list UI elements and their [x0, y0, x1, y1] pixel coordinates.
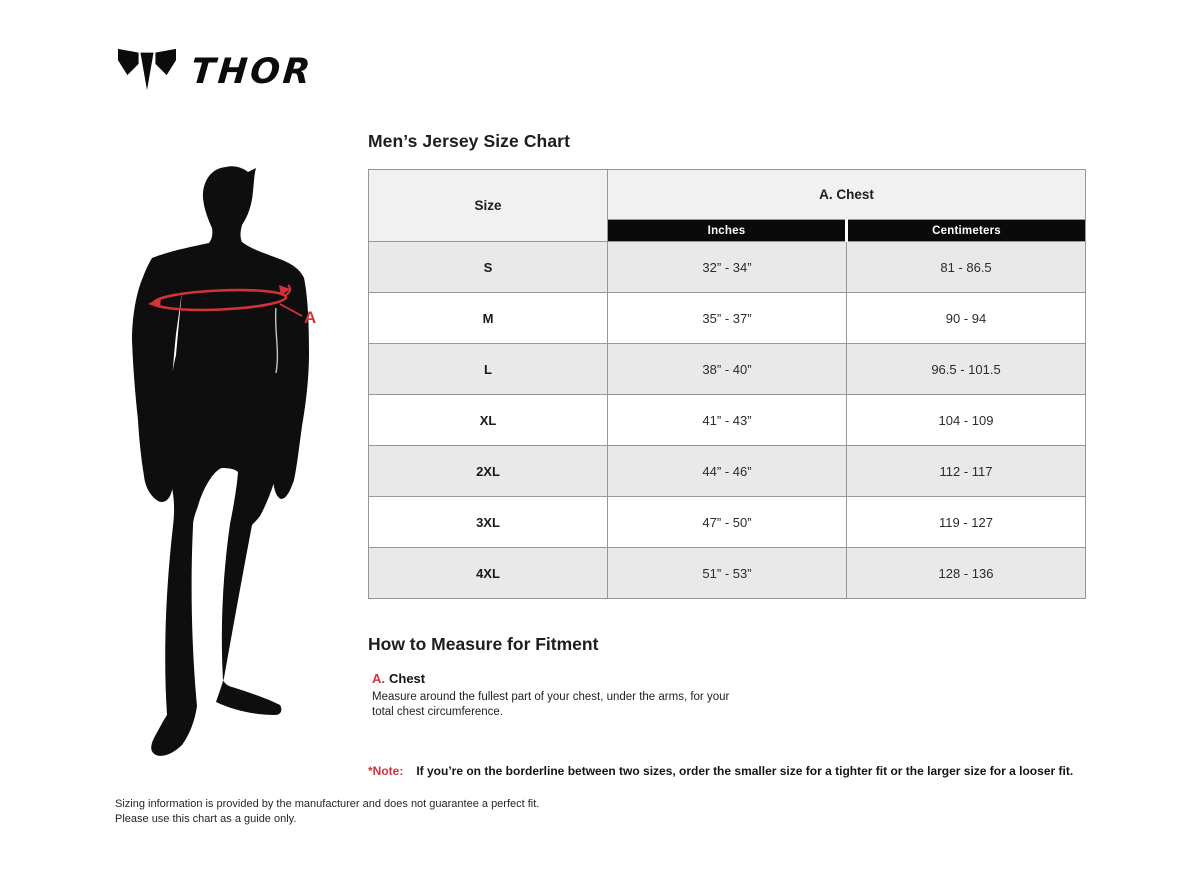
centimeters-cell: 90 - 94: [847, 293, 1086, 344]
measure-item-key: A.: [372, 671, 385, 686]
centimeters-cell: 119 - 127: [847, 497, 1086, 548]
centimeters-cell: 104 - 109: [847, 395, 1086, 446]
measure-item-description: Measure around the fullest part of your chest, under the arms, for your total chest circumference.: [372, 691, 730, 718]
inches-cell: 41” - 43”: [608, 395, 847, 446]
chest-marker-label: A: [304, 308, 317, 327]
inches-cell: 51” - 53”: [608, 548, 847, 599]
sizing-note: [368, 764, 1073, 778]
centimeters-cell: 96.5 - 101.5: [847, 344, 1086, 395]
table-row: [369, 293, 1086, 344]
note-label: *Note:: [368, 764, 404, 778]
table-row: [369, 395, 1086, 446]
centimeters-cell: 81 - 86.5: [847, 242, 1086, 293]
thor-emblem-icon: [118, 46, 176, 98]
disclaimer-line: Sizing information is provided by the manufacturer and does not guarantee a perfect fit.: [115, 798, 540, 810]
body-measurement-figure: [130, 158, 330, 770]
size-cell: M: [369, 293, 608, 344]
table-row: [369, 548, 1086, 599]
disclaimer-line: Please use this chart as a guide only.: [115, 813, 297, 825]
inches-cell: 32” - 34”: [608, 242, 847, 293]
size-cell: S: [369, 242, 608, 293]
howto-title: How to Measure for Fitment: [368, 634, 599, 654]
body-silhouette: [132, 166, 309, 756]
table-row: [369, 497, 1086, 548]
inches-unit-header: Inches: [608, 220, 847, 242]
table-row: [369, 242, 1086, 293]
table-row: [369, 344, 1086, 395]
size-cell: 2XL: [369, 446, 608, 497]
inches-cell: 47” - 50”: [608, 497, 847, 548]
thor-logo: [118, 46, 313, 98]
inches-cell: 38” - 40”: [608, 344, 847, 395]
table-row: [369, 446, 1086, 497]
measure-item: [372, 671, 1085, 686]
size-column-header: Size: [369, 170, 608, 242]
inches-cell: 35” - 37”: [608, 293, 847, 344]
chest-group-header: A. Chest: [608, 170, 1086, 220]
size-chart-title: Men’s Jersey Size Chart: [368, 131, 571, 151]
size-cell: XL: [369, 395, 608, 446]
size-cell: 3XL: [369, 497, 608, 548]
size-cell: L: [369, 344, 608, 395]
centimeters-cell: 112 - 117: [847, 446, 1086, 497]
thor-wordmark: THOR: [189, 51, 315, 92]
size-chart-section: [368, 131, 1085, 599]
centimeters-unit-header: Centimeters: [847, 220, 1086, 242]
size-cell: 4XL: [369, 548, 608, 599]
measure-item-name: Chest: [389, 671, 426, 686]
centimeters-cell: 128 - 136: [847, 548, 1086, 599]
size-chart-table: [368, 169, 1086, 599]
inches-cell: 44” - 46”: [608, 446, 847, 497]
note-text: If you’re on the borderline between two sizes, order the smaller size for a tighter fit or the larger size for a looser fit.: [416, 764, 1074, 778]
disclaimer: [115, 797, 539, 827]
how-to-measure-section: [368, 634, 1085, 720]
